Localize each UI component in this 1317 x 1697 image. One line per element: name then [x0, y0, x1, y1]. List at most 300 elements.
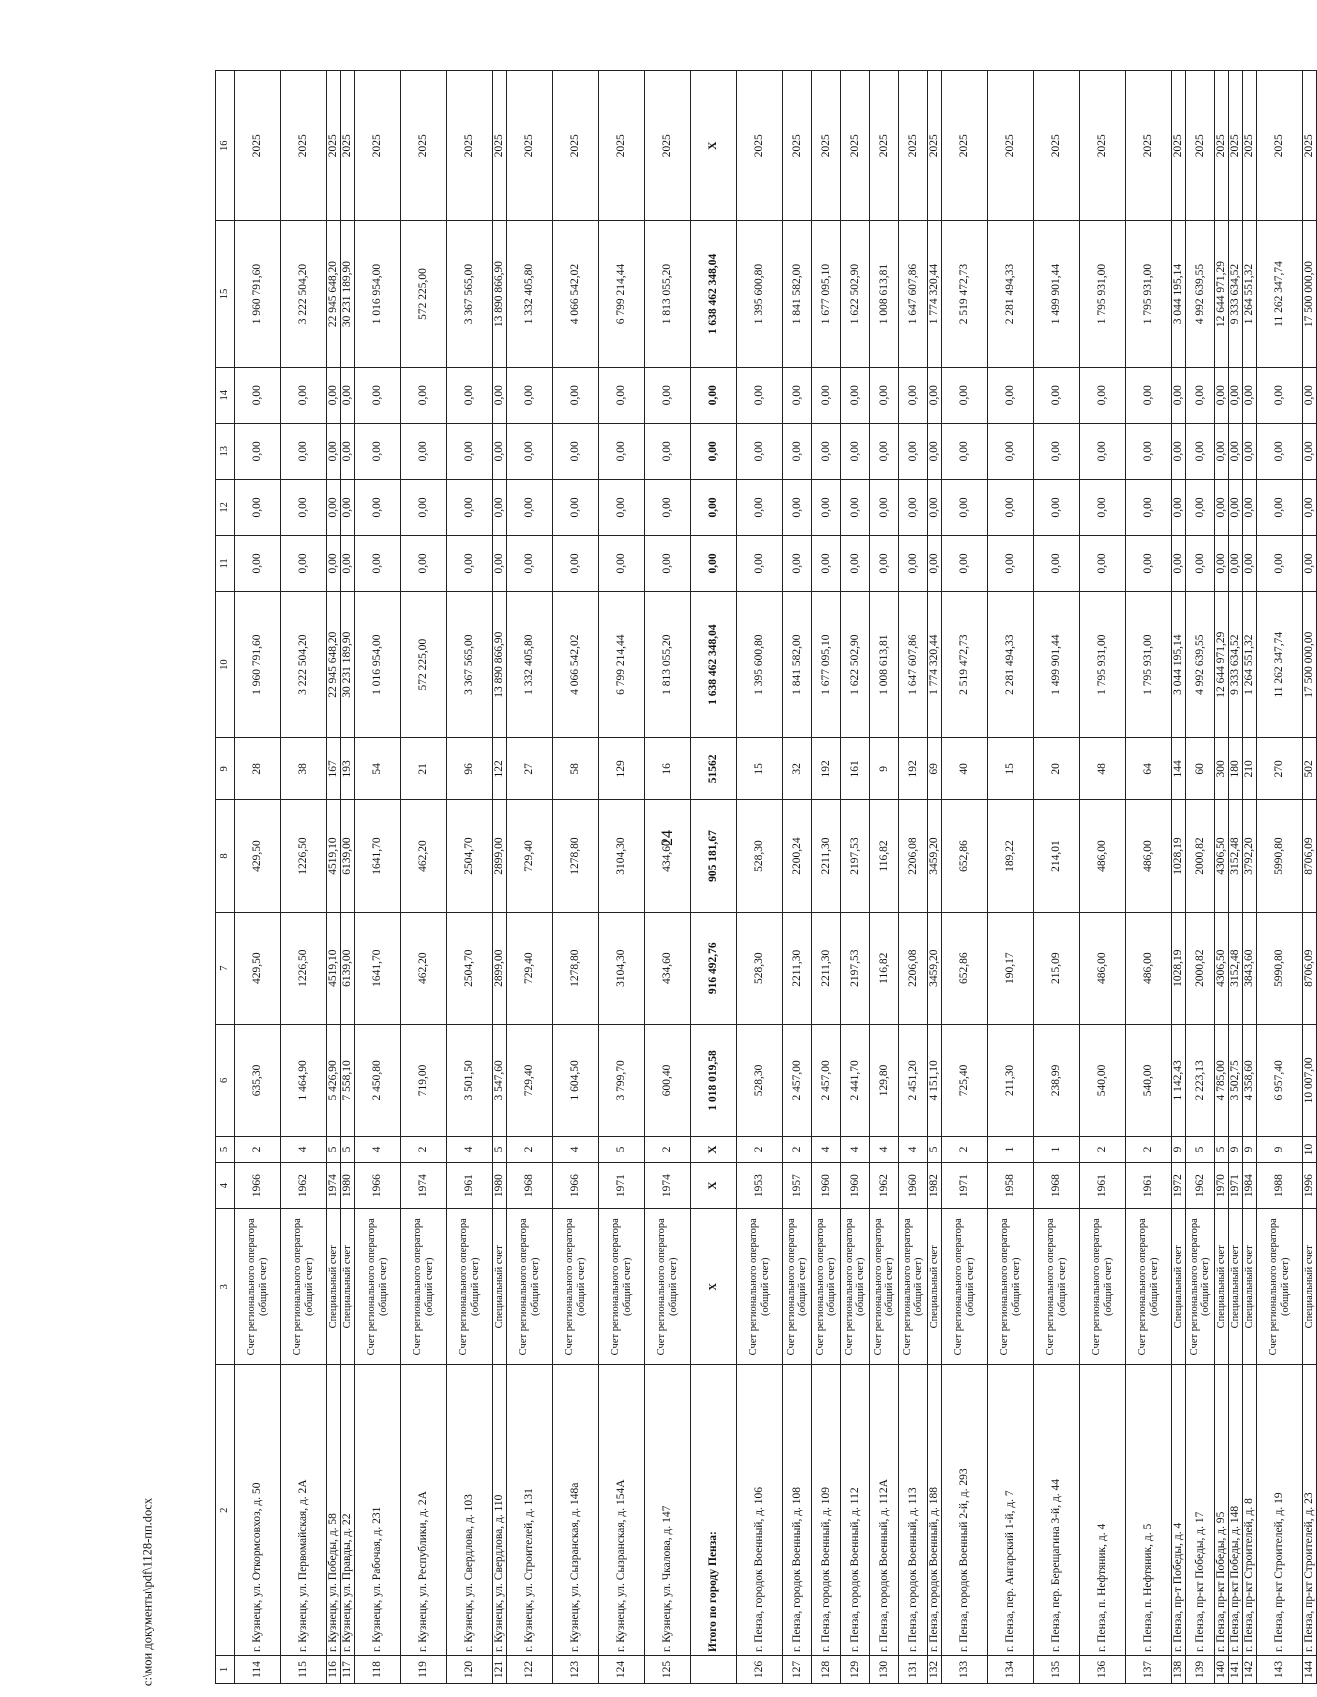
table-cell: 69 [928, 738, 942, 800]
table-cell: 0,00 [281, 423, 327, 479]
table-cell: 0,00 [870, 535, 899, 591]
table-cell: 1226,50 [281, 800, 327, 912]
table-cell: 462,20 [401, 912, 447, 1024]
table-cell: 9 333 634,52 [1229, 592, 1243, 738]
table-cell: 122 [507, 1655, 553, 1683]
table-cell: 0,00 [691, 423, 737, 479]
table-row [841, 71, 870, 1684]
table-cell: 4 [447, 1137, 493, 1163]
table-cell: 132 [928, 1655, 942, 1683]
table-cell: 1 264 551,32 [1243, 592, 1257, 738]
table-cell: 1 395 600,80 [737, 221, 783, 367]
table-cell: 0,00 [942, 479, 988, 535]
table-cell: Счет регионального оператора (общий счет) [1257, 1209, 1303, 1365]
table-cell: 0,00 [1080, 367, 1126, 423]
table-cell: Счет регионального оператора (общий счет) [235, 1209, 281, 1365]
table-cell: 1 008 613,81 [870, 592, 899, 738]
column-number-header: 1 [216, 1655, 235, 1683]
table-cell: 528,30 [737, 800, 783, 912]
table-cell: 1 604,50 [553, 1024, 599, 1136]
table-cell: X [691, 1163, 737, 1209]
table-cell: 7 558,10 [341, 1024, 355, 1136]
table-cell: 135 [1034, 1655, 1080, 1683]
table-cell: 0,00 [355, 423, 401, 479]
table-cell: 0,00 [1303, 367, 1317, 423]
table-cell: 32 [783, 738, 812, 800]
table-cell: 1 795 931,00 [1080, 221, 1126, 367]
table-cell: г. Пенза, п. Нефтяник, д. 5 [1126, 1365, 1172, 1656]
table-cell: 115 [281, 1655, 327, 1683]
table-row [1243, 71, 1257, 1684]
table-cell: 1966 [235, 1163, 281, 1209]
table-cell: 0,00 [1080, 423, 1126, 479]
table-cell: 136 [1080, 1655, 1126, 1683]
table-cell: 3843,60 [1243, 912, 1257, 1024]
table-row [645, 71, 691, 1684]
table-cell: 2025 [447, 71, 493, 221]
table-cell: 0,00 [942, 535, 988, 591]
table-cell: 0,00 [783, 535, 812, 591]
table-cell: Счет регионального оператора (общий счет) [812, 1209, 841, 1365]
table-cell: 1 008 613,81 [870, 221, 899, 367]
table-cell: 2206,08 [899, 912, 928, 1024]
table-cell: Счет регионального оператора (общий счет) [447, 1209, 493, 1365]
table-cell: 2025 [841, 71, 870, 221]
table-cell: 0,00 [235, 535, 281, 591]
table-row [507, 71, 553, 1684]
table-cell: 0,00 [447, 479, 493, 535]
table-cell: 572 225,00 [401, 592, 447, 738]
table-cell: 2025 [235, 71, 281, 221]
table-cell: 0,00 [553, 423, 599, 479]
table-cell: 0,00 [401, 367, 447, 423]
table-cell: Счет регионального оператора (общий счет) [355, 1209, 401, 1365]
table-cell: 0,00 [1186, 367, 1215, 423]
table-cell: 4 [812, 1137, 841, 1163]
table-cell: 1 395 600,80 [737, 592, 783, 738]
table-cell: 0,00 [691, 479, 737, 535]
table-cell: Специальный счет [341, 1209, 355, 1365]
table-cell: 0,00 [1215, 535, 1229, 591]
table-cell: 0,00 [327, 535, 341, 591]
table-cell: 1 638 462 348,04 [691, 592, 737, 738]
table-cell: 2025 [281, 71, 327, 221]
table-cell: 2899,00 [493, 800, 507, 912]
table-cell: 3 799,70 [599, 1024, 645, 1136]
table-cell: 1278,80 [553, 800, 599, 912]
table-cell: 635,30 [235, 1024, 281, 1136]
table-cell: 0,00 [691, 367, 737, 423]
table-cell: 5990,80 [1257, 912, 1303, 1024]
table-cell: 48 [1080, 738, 1126, 800]
table-cell: X [691, 1209, 737, 1365]
table-cell: 1968 [1034, 1163, 1080, 1209]
table-cell: 0,00 [1303, 479, 1317, 535]
table-cell: 2 [783, 1137, 812, 1163]
table-cell: 2025 [553, 71, 599, 221]
table-cell: 0,00 [899, 535, 928, 591]
table-cell: Счет регионального оператора (общий счет) [401, 1209, 447, 1365]
table-cell: 0,00 [553, 367, 599, 423]
table-cell: 0,00 [942, 367, 988, 423]
table-cell: Счет регионального оператора (общий счет) [281, 1209, 327, 1365]
table-cell: 0,00 [1229, 367, 1243, 423]
table-cell: 528,30 [737, 912, 783, 1024]
table-cell: 214,01 [1034, 800, 1080, 912]
table-cell: г. Пенза, пр-кт Строителей, д. 8 [1243, 1365, 1257, 1656]
table-cell: 0,00 [1303, 535, 1317, 591]
table-cell: 17 500 000,00 [1303, 221, 1317, 367]
table-cell: 0,00 [928, 535, 942, 591]
table-cell: 0,00 [447, 367, 493, 423]
table-cell: 0,00 [942, 423, 988, 479]
table-cell: 12 644 971,29 [1215, 592, 1229, 738]
table-cell: 0,00 [899, 479, 928, 535]
table-cell: 127 [783, 1655, 812, 1683]
table-cell: 0,00 [553, 535, 599, 591]
table-cell: 486,00 [1080, 800, 1126, 912]
table-cell: 1 142,43 [1172, 1024, 1186, 1136]
table-cell: 0,00 [493, 367, 507, 423]
table-cell: 116,82 [870, 800, 899, 912]
table-cell: 434,60 [645, 800, 691, 912]
table-cell: 6139,00 [341, 800, 355, 912]
table-cell: 2025 [928, 71, 942, 221]
table-row [281, 71, 327, 1684]
table-cell: 2000,82 [1186, 912, 1215, 1024]
table-cell: 3 501,50 [447, 1024, 493, 1136]
table-cell: 2 [1126, 1137, 1172, 1163]
table-row [737, 71, 783, 1684]
table-cell: 143 [1257, 1655, 1303, 1683]
table-cell: 0,00 [812, 479, 841, 535]
table-cell: 1 677 095,10 [812, 221, 841, 367]
column-number-header: 13 [216, 423, 235, 479]
table-cell: 1962 [1186, 1163, 1215, 1209]
table-cell: 238,99 [1034, 1024, 1080, 1136]
column-number-header: 15 [216, 221, 235, 367]
table-cell: 1960 [841, 1163, 870, 1209]
table-cell: 429,50 [235, 800, 281, 912]
table-cell: Счет регионального оператора (общий счет) [783, 1209, 812, 1365]
table-cell: 6 799 214,44 [599, 221, 645, 367]
table-cell: 1028,19 [1172, 800, 1186, 912]
table-cell: Счет регионального оператора (общий счет) [1080, 1209, 1126, 1365]
table-cell: Счет регионального оператора (общий счет) [841, 1209, 870, 1365]
table-cell: г. Кузнецк, ул. Строителей, д. 131 [507, 1365, 553, 1656]
table-cell: г. Пенза, п. Нефтяник, д. 4 [1080, 1365, 1126, 1656]
table-cell: 3 044 195,14 [1172, 592, 1186, 738]
table-cell: 3104,30 [599, 800, 645, 912]
table-cell: 4 [355, 1137, 401, 1163]
table-cell: 2025 [899, 71, 928, 221]
table-cell: 4 [899, 1137, 928, 1163]
table-cell: 1641,70 [355, 800, 401, 912]
table-cell: 0,00 [1034, 423, 1080, 479]
table-cell: 1641,70 [355, 912, 401, 1024]
table-cell: 0,00 [737, 535, 783, 591]
table-cell: Счет регионального оператора (общий счет) [1126, 1209, 1172, 1365]
table-cell: 1 332 405,80 [507, 221, 553, 367]
table-cell: 2025 [327, 71, 341, 221]
table-cell: 211,30 [988, 1024, 1034, 1136]
table-cell: 725,40 [942, 1024, 988, 1136]
table-cell: 1 622 502,90 [841, 221, 870, 367]
table-cell: 17 500 000,00 [1303, 592, 1317, 738]
table-cell: 9 [1257, 1137, 1303, 1163]
table-cell: 0,00 [1186, 479, 1215, 535]
table-cell: 15 [737, 738, 783, 800]
table-cell: 124 [599, 1655, 645, 1683]
table-cell: 0,00 [401, 479, 447, 535]
table-cell: г. Кузнецк, ул. Рабочая, д. 231 [355, 1365, 401, 1656]
table-cell: Счет регионального оператора (общий счет) [870, 1209, 899, 1365]
table-cell: 1 016 954,00 [355, 592, 401, 738]
table-cell: 3 547,60 [493, 1024, 507, 1136]
table-cell: 0,00 [1172, 535, 1186, 591]
table-cell: г. Кузнецк, ул. Откормсовхоз, д. 50 [235, 1365, 281, 1656]
table-cell: 1962 [281, 1163, 327, 1209]
column-number-header: 8 [216, 800, 235, 912]
table-cell: 2 [507, 1137, 553, 1163]
table-cell: 2211,30 [812, 912, 841, 1024]
table-cell: 21 [401, 738, 447, 800]
table-cell: 5 [599, 1137, 645, 1163]
table-cell: 270 [1257, 738, 1303, 800]
table-cell: Специальный счет [1215, 1209, 1229, 1365]
table-cell: 1 795 931,00 [1080, 592, 1126, 738]
table-cell: г. Пенза, пр-кт Победы, д. 17 [1186, 1365, 1215, 1656]
table-cell: г. Пенза, городок Военный, д. 108 [783, 1365, 812, 1656]
column-number-header: 5 [216, 1137, 235, 1163]
table-cell: 129 [841, 1655, 870, 1683]
table-cell: 4 358,60 [1243, 1024, 1257, 1136]
table-cell: 0,00 [401, 423, 447, 479]
column-number-header: 4 [216, 1163, 235, 1209]
table-cell: 116,82 [870, 912, 899, 1024]
table-cell: 189,22 [988, 800, 1034, 912]
table-cell: г. Кузнецк, ул. Свердлова, д. 110 [493, 1365, 507, 1656]
table-cell: 0,00 [327, 479, 341, 535]
table-cell: 0,00 [1034, 367, 1080, 423]
table-cell: 729,40 [507, 1024, 553, 1136]
table-cell: 3459,20 [928, 912, 942, 1024]
table-cell: 54 [355, 738, 401, 800]
table-cell: 130 [870, 1655, 899, 1683]
table-cell: 3 044 195,14 [1172, 221, 1186, 367]
table-cell: X [691, 71, 737, 221]
table-cell: 1970 [1215, 1163, 1229, 1209]
table-cell: 117 [341, 1655, 355, 1683]
table-cell: 4 [281, 1137, 327, 1163]
table-cell: 4 992 639,55 [1186, 221, 1215, 367]
table-cell: 8706,09 [1303, 912, 1317, 1024]
table-cell: 2025 [1303, 71, 1317, 221]
table-cell: 4 151,10 [928, 1024, 942, 1136]
table-row [355, 71, 401, 1684]
column-number-header: 16 [216, 71, 235, 221]
table-cell: г. Кузнецк, ул. Первомайская, д. 2А [281, 1365, 327, 1656]
table-cell: Счет регионального оператора (общий счет) [899, 1209, 928, 1365]
table-cell: 1974 [401, 1163, 447, 1209]
table-cell: г. Пенза, городок Военный, д. 113 [899, 1365, 928, 1656]
table-cell: 5 [928, 1137, 942, 1163]
column-number-header: 9 [216, 738, 235, 800]
table-cell: 60 [1186, 738, 1215, 800]
table-cell: г. Пенза, пр-кт Строителей, д. 19 [1257, 1365, 1303, 1656]
table-cell: 9 333 634,52 [1229, 221, 1243, 367]
table-cell: 1953 [737, 1163, 783, 1209]
table-cell: 0,00 [507, 423, 553, 479]
table-cell: г. Кузнецк, ул. Свердлова, д. 103 [447, 1365, 493, 1656]
table-row [928, 71, 942, 1684]
table-cell: 193 [341, 738, 355, 800]
table-cell: 2025 [1215, 71, 1229, 221]
table-cell: 5 [1215, 1137, 1229, 1163]
table-cell: 0,00 [841, 535, 870, 591]
table-cell: 1 795 931,00 [1126, 592, 1172, 738]
table-cell: 9 [1229, 1137, 1243, 1163]
table-cell: 4 992 639,55 [1186, 592, 1215, 738]
table-cell: 2 451,20 [899, 1024, 928, 1136]
table-cell: 0,00 [1080, 479, 1126, 535]
table-cell: 2 519 472,73 [942, 592, 988, 738]
table-cell: 502 [1303, 738, 1317, 800]
table-cell: 16 [645, 738, 691, 800]
table-cell: 0,00 [235, 367, 281, 423]
table-row [899, 71, 928, 1684]
column-number-header: 11 [216, 535, 235, 591]
table-cell: 2 457,00 [783, 1024, 812, 1136]
table-cell: 2 281 494,33 [988, 221, 1034, 367]
table-cell: 0,00 [1126, 367, 1172, 423]
table-cell: 30 231 189,90 [341, 592, 355, 738]
table-cell: 30 231 189,90 [341, 221, 355, 367]
table-cell: г. Пенза, пер. Ангарский 1-й, д. 7 [988, 1365, 1034, 1656]
table-cell: Специальный счет [1172, 1209, 1186, 1365]
table-cell: 1 638 462 348,04 [691, 221, 737, 367]
table-cell: 0,00 [870, 423, 899, 479]
table-cell: 22 945 648,20 [327, 221, 341, 367]
table-cell: 4 066 542,02 [553, 221, 599, 367]
table-cell: 0,00 [553, 479, 599, 535]
table-row [1215, 71, 1229, 1684]
table-cell: 1971 [599, 1163, 645, 1209]
table-cell: 1966 [355, 1163, 401, 1209]
table-cell: 131 [899, 1655, 928, 1683]
table-cell: 0,00 [928, 423, 942, 479]
table-cell: 0,00 [327, 367, 341, 423]
table-cell: 1 499 901,44 [1034, 221, 1080, 367]
total-row [691, 71, 737, 1684]
table-cell: 0,00 [899, 367, 928, 423]
table-cell: 3152,48 [1229, 800, 1243, 912]
table-cell: 0,00 [1243, 423, 1257, 479]
table-cell: 192 [812, 738, 841, 800]
table-cell: 0,00 [281, 479, 327, 535]
table-row [401, 71, 447, 1684]
table-cell: г. Кузнецк, ул. Правды, д. 22 [341, 1365, 355, 1656]
table-cell: 28 [235, 738, 281, 800]
table-cell: 0,00 [988, 367, 1034, 423]
table-cell: 1 [988, 1137, 1034, 1163]
table-cell: 2197,53 [841, 800, 870, 912]
table-cell: 0,00 [1257, 367, 1303, 423]
table-cell: 1 647 607,86 [899, 221, 928, 367]
table-cell: 1960 [899, 1163, 928, 1209]
table-cell: 0,00 [841, 367, 870, 423]
table-cell: 0,00 [812, 367, 841, 423]
table-cell: 0,00 [928, 479, 942, 535]
table-cell: 9 [1172, 1137, 1186, 1163]
table-cell: 600,40 [645, 1024, 691, 1136]
table-cell: 0,00 [1257, 535, 1303, 591]
table-cell: 0,00 [507, 479, 553, 535]
table-cell: 0,00 [1229, 535, 1243, 591]
table-cell: Счет регионального оператора (общий счет) [507, 1209, 553, 1365]
table-cell: 0,00 [341, 479, 355, 535]
table-cell: 1974 [327, 1163, 341, 1209]
table-cell: 2 [401, 1137, 447, 1163]
table-cell: 119 [401, 1655, 447, 1683]
table-cell: Специальный счет [928, 1209, 942, 1365]
table-cell: 144 [1303, 1655, 1317, 1683]
table-cell: 4519,10 [327, 800, 341, 912]
table-cell: 0,00 [1186, 423, 1215, 479]
table-cell: 2025 [783, 71, 812, 221]
table-cell: 2025 [645, 71, 691, 221]
table-cell: 144 [1172, 738, 1186, 800]
table-cell: 51562 [691, 738, 737, 800]
table-cell: 0,00 [1229, 479, 1243, 535]
table-cell: Специальный счет [1243, 1209, 1257, 1365]
table-cell: 719,00 [401, 1024, 447, 1136]
table-cell: 0,00 [341, 535, 355, 591]
table-cell: 4 066 542,02 [553, 592, 599, 738]
table-cell: 0,00 [645, 367, 691, 423]
table-cell: Счет регионального оператора (общий счет) [1034, 1209, 1080, 1365]
table-cell: 0,00 [988, 535, 1034, 591]
table-cell: 123 [553, 1655, 599, 1683]
table-cell: г. Пенза, городок Военный, д. 106 [737, 1365, 783, 1656]
table-cell: 142 [1243, 1655, 1257, 1683]
table-cell: 0,00 [783, 423, 812, 479]
table-cell: 1980 [493, 1163, 507, 1209]
table-cell: 2 [645, 1137, 691, 1163]
table-cell: 2 [235, 1137, 281, 1163]
table-cell: 0,00 [493, 535, 507, 591]
table-cell: 2025 [988, 71, 1034, 221]
table-cell: 2 [1080, 1137, 1126, 1163]
table-cell: 2025 [507, 71, 553, 221]
table-cell: 1 774 320,44 [928, 592, 942, 738]
table-cell: 486,00 [1126, 800, 1172, 912]
column-number-header: 6 [216, 1024, 235, 1136]
table-cell: г. Пенза, городок Военный, д. 112 [841, 1365, 870, 1656]
table-cell: 4 [841, 1137, 870, 1163]
table-cell: 138 [1172, 1655, 1186, 1683]
table-row [1257, 71, 1303, 1684]
table-cell: 2025 [870, 71, 899, 221]
table-row [493, 71, 507, 1684]
table-cell: 0,00 [599, 479, 645, 535]
table-cell: 1968 [507, 1163, 553, 1209]
table-cell: 300 [1215, 738, 1229, 800]
table-cell: 1 960 791,60 [235, 221, 281, 367]
table-cell: 114 [235, 1655, 281, 1683]
table-cell: 1278,80 [553, 912, 599, 1024]
table-cell: 9 [1243, 1137, 1257, 1163]
